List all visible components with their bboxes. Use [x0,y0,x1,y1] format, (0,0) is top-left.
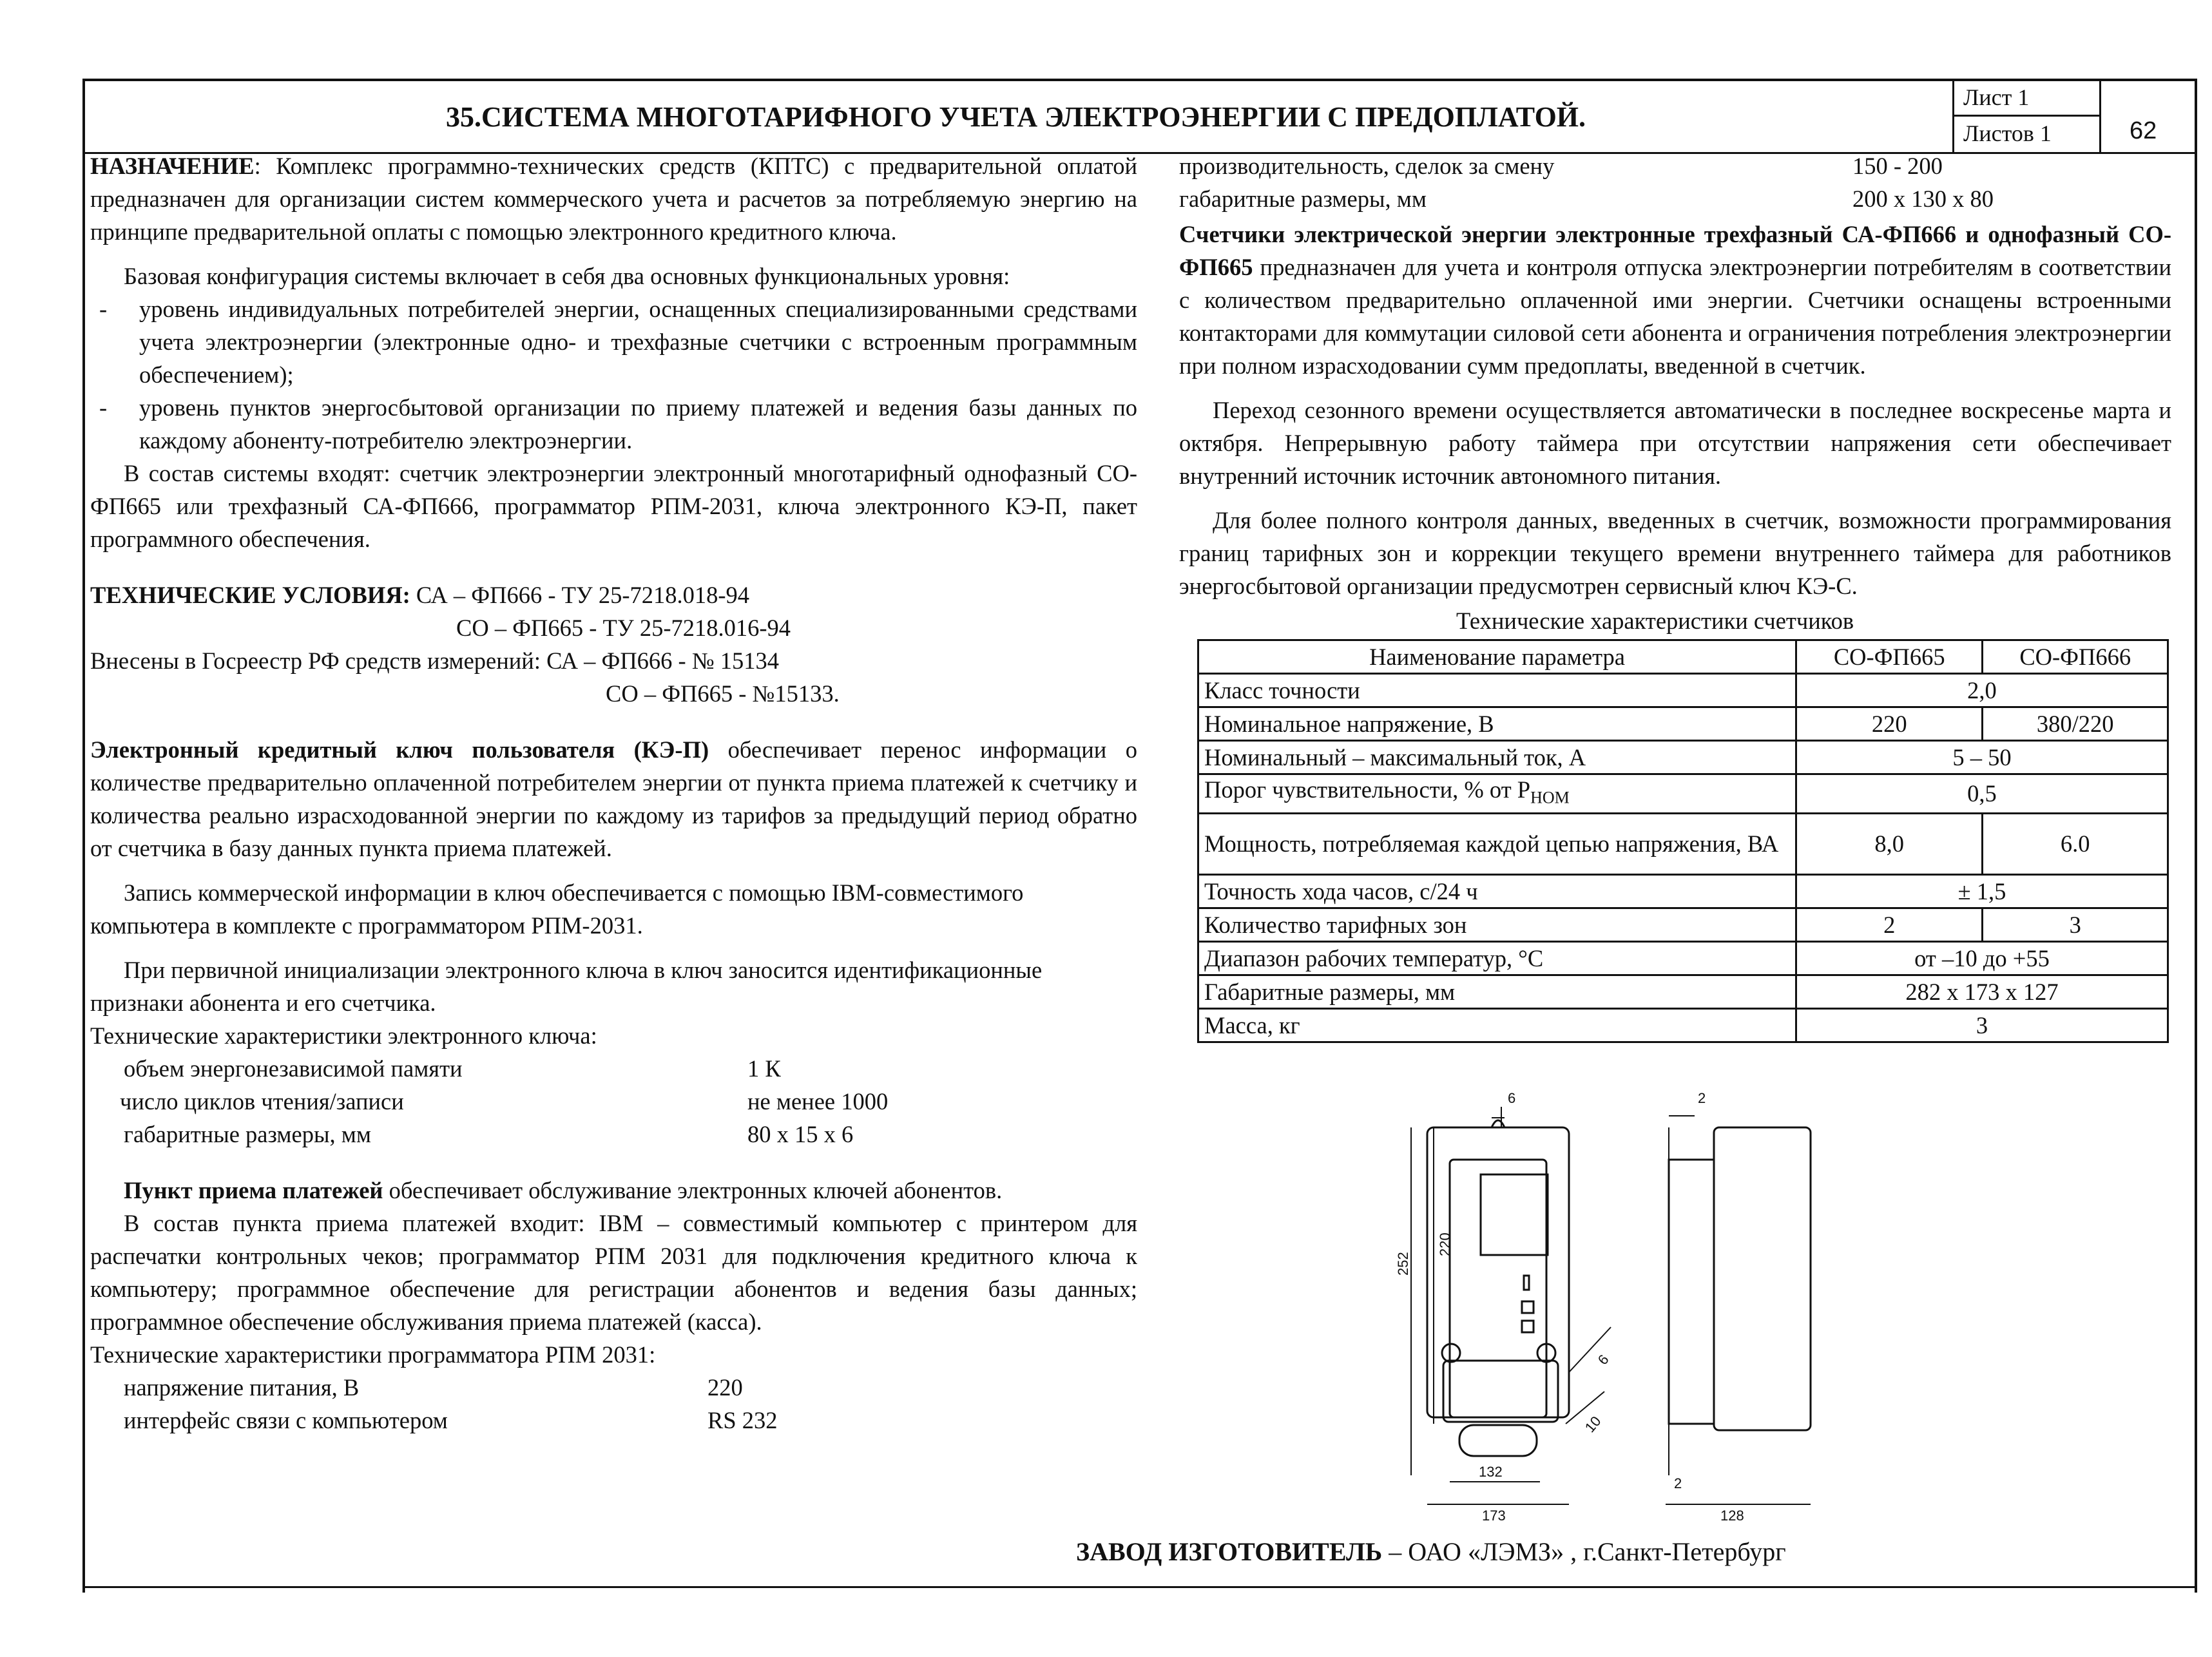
prog-spec-row [90,1404,1137,1437]
pay-text: обеспечивает обслуживание электронных ключей абонентов. [383,1177,1003,1203]
mount-hole [1442,1344,1460,1362]
level-item [90,292,1137,391]
meter-paragraph [1179,218,2171,382]
table-row [1198,942,2168,975]
param-value: 2,0 [1796,674,2168,707]
param-value: 282 х 173 х 127 [1796,975,2168,1009]
prog-specs-title: Технические характеристики программатора РПМ 2031: [90,1341,656,1368]
param-name: Количество тарифных зон [1198,908,1796,942]
sheet-box [1952,81,2200,152]
page-number: 62 [2130,117,2157,144]
purpose-text: : Комплекс программно-технических средств (КПТС) с предварительной оплатой предназначен для организации систем коммерческого учета и расчетов за потребляемую энергию на принципе предварительной оплаты с помощью электронного кредитного ключа. [90,153,1137,245]
key-spec-row [90,1118,1137,1151]
terminal-block [1459,1425,1537,1456]
key-spec-row [90,1085,1137,1118]
meter-spec-table [1197,639,2169,1043]
dash-mark: - [99,296,108,322]
param-value: 2 [1796,908,1982,942]
param-value: ± 1,5 [1796,875,2168,908]
key-spec-row [90,1052,1137,1085]
table-row [1198,741,2168,774]
key-label: Электронный кредитный ключ пользователя (КЭ-П) [90,736,709,763]
reg-line1: Внесены в Госреестр РФ средств измерений: СА – ФП666 - № 15134 [90,647,780,674]
table-row [1198,975,2168,1009]
spec-name: габаритные размеры, мм [1179,186,1427,212]
button-square [1522,1301,1534,1313]
side-case [1714,1127,1811,1430]
meter-text: предназначен для учета и контроля отпуска электроэнергии потребителям в соответствии с количеством предварительно оплаченной ими энергии. Счетчики оснащены встроенными контакторами для коммутации силовой сети абонента и ограничения потребления электроэнергии при полном израсходовании сумм предоплаты, введенной в счетчик. [1179,254,2171,379]
level1-text: уровень индивидуальных потребителей энергии, оснащенных специализированными средствами учета электроэнергии (электронные одно- и трехфазные счетчики с встроенным программным обеспечением); [139,296,1137,388]
param-name-cell [1198,774,1796,814]
table-row [1198,908,2168,942]
key-specs-title: Технические характеристики электронного ключа: [90,1022,597,1049]
spec-name: габаритные размеры, мм [124,1121,371,1147]
base-config: Базовая конфигурация системы включает в себя два основных функциональных уровня: [124,263,1010,289]
param-value: 3 [1796,1009,2168,1042]
season-paragraph: Переход сезонного времени осуществляется автоматически в последнее воскресенье марта и октября. Непрерывную работу таймера при отсутствии напряжения сети обеспечивает внутренний источник источник автономного питания. [1179,397,2171,489]
pay-paragraph [90,1174,1137,1207]
button-square [1522,1321,1534,1332]
purpose-paragraph [90,149,1137,248]
param-value: от –10 до +55 [1796,942,2168,975]
param-value: 220 [1796,707,1982,741]
dim-label: 252 [1395,1252,1411,1276]
sheets-label: Листов 1 [1952,117,2099,152]
spec-value: 80 х 15 х 6 [747,1121,854,1147]
purpose-label: НАЗНАЧЕНИЕ [90,153,255,179]
param-name: Мощность, потребляемая каждой цепью напряжения, ВА [1198,814,1796,875]
spec-name: объем энергонезависимой памяти [124,1055,463,1082]
composition: В состав системы входят: счетчик электроэнергии электронный многотарифный однофазный СО-ФП665 или трехфазный СА-ФП666, программатор РПМ-2031, ключа электронного КЭ-П, пакет программного обеспечения. [90,460,1137,552]
param-name: Диапазон рабочих температур, °С [1198,942,1796,975]
tu-line1: СА – ФП666 - ТУ 25-7218.018-94 [416,582,750,608]
spec-name: интерфейс связи с компьютером [124,1407,448,1433]
header-cell: СО-ФП665 [1796,640,1982,674]
table-row [1198,674,2168,707]
param-name: Масса, кг [1198,1009,1796,1042]
header [85,81,2195,154]
param-value: 0,5 [1796,774,2168,814]
reg-line2: СО – ФП665 - №15133. [606,680,840,707]
left-column [90,149,1137,1437]
meter-display [1481,1174,1548,1255]
dim-label: 128 [1720,1508,1744,1524]
spec-value: 220 [707,1374,743,1401]
header-cell: СО-ФП666 [1983,640,2168,674]
level2-text: уровень пунктов энергосбытовой организации по приему платежей и ведения базы данных по каждому абоненту-потребителю электроэнергии. [139,394,1137,454]
page-title: 35.СИСТЕМА МНОГОТАРИФНОГО УЧЕТА ЭЛЕКТРОЭНЕРГИИ С ПРЕДОПЛАТОЙ. [446,101,1586,133]
table-row [1198,875,2168,908]
spec-value: RS 232 [707,1407,778,1433]
param-value: 8,0 [1796,814,1982,875]
record-paragraph: Запись коммерческой информации в ключ обеспечивается с помощью IBM-совместимого компьютера в комплекте с программатором РПМ-2031. [90,879,1024,939]
meter-front-panel [1450,1160,1546,1417]
param-name: Точность хода часов, с/24 ч [1198,875,1796,908]
pay-label: Пункт приема платежей [124,1177,383,1203]
header-cell: Наименование параметра [1198,640,1796,674]
param-name: Порог чувствительности, % от P [1204,776,1531,803]
param-value: 6.0 [1983,814,2168,875]
dim-label: 173 [1482,1508,1506,1524]
prog-spec-row [90,1371,1137,1404]
right-column [1179,149,2171,602]
param-value: 380/220 [1983,707,2168,741]
bottom-rule [82,1586,2197,1588]
spec-name: напряжение питания, В [124,1374,360,1401]
dim-label: 2 [1698,1090,1706,1106]
dim-label: 6 [1594,1351,1612,1368]
tu-label: ТЕХНИЧЕСКИЕ УСЛОВИЯ: [90,582,410,608]
table-row [1198,1009,2168,1042]
init-paragraph: При первичной инициализации электронного ключа в ключ заносится идентификационные признаки абонента и его счетчика. [90,957,1043,1016]
param-name: Номинальное напряжение, В [1198,707,1796,741]
footer-label: ЗАВОД ИЗГОТОВИТЕЛЬ [1076,1537,1383,1566]
top-spec-row [1179,182,2171,215]
page-number-cell [2099,81,2200,152]
param-value: 3 [1983,908,2168,942]
pay-composition: В состав пункта приема платежей входит: IBM – совместимый компьютер с принтером для распечатки контрольных чеков; программатор РПМ 2031 для подключения кредитного ключа к компьютеру; программное обеспечение для регистрации абонентов и ведения базы данных; программное обеспечение обслуживания приема платежей (касса). [90,1210,1137,1335]
indicator-led [1524,1276,1529,1290]
key-text: обеспечивает перенос информации о количестве предварительно оплаченной потребителем энергии от пункта приема платежей к счетчику и количества реально израсходованной энергии по каждому из тарифов за предыдущий период обратно от счетчика в базу данных пункта приема платежей. [90,736,1137,861]
spec-value: 200 х 130 х 80 [1852,186,1994,212]
dash-mark: - [99,394,108,421]
table-row [1198,814,2168,875]
table-header-row [1198,640,2168,674]
spec-value: не менее 1000 [747,1088,889,1115]
footer-text: – ОАО «ЛЭМЗ» , г.Санкт-Петербург [1382,1537,1786,1566]
meter-label: Счетчики электрической энергии электронные трехфазный СА-ФП666 и однофазный СО-ФП665 [1179,221,2171,280]
top-spec-row [1179,149,2171,182]
mount-hook [1492,1120,1505,1127]
param-name: Класс точности [1198,674,1796,707]
spec-name: производительность, сделок за смену [1179,153,1555,179]
spec-value: 150 - 200 [1852,153,1943,179]
control-paragraph: Для более полного контроля данных, введенных в счетчик, возможности программирования границ тарифных зон и коррекции текущего времени внутреннего таймера для работников энергосбытовой организации предусмотрен сервисный ключ КЭ-С. [1179,507,2171,599]
spec-value: 1 К [747,1055,781,1082]
table-row [1198,707,2168,741]
tu-line-1 [90,579,1137,611]
terminal-cover [1443,1361,1558,1422]
dim-label: 6 [1508,1090,1516,1106]
spec-name: число циклов чтения/записи [120,1088,404,1115]
dim-label: 220 [1437,1232,1453,1256]
param-value: 5 – 50 [1796,741,2168,774]
dim-label: 10 [1581,1413,1604,1436]
key-paragraph [90,733,1137,865]
dim-label: 2 [1674,1475,1682,1491]
table-caption: Технические характеристики счетчиков [1456,608,1854,634]
manufacturer-footer [1076,1537,1786,1567]
tu-line2: СО – ФП665 - ТУ 25-7218.016-94 [456,615,791,641]
param-name: Номинальный – максимальный ток, А [1198,741,1796,774]
param-name: Габаритные размеры, мм [1198,975,1796,1009]
table-row [1198,774,2168,814]
dim-label: 132 [1479,1464,1503,1480]
level-item [90,391,1137,457]
side-body [1669,1160,1714,1424]
sheet-label: Лист 1 [1952,81,2099,117]
param-subscript: НОМ [1530,788,1570,807]
meter-drawing [1372,1063,1836,1527]
meter-body [1427,1127,1569,1417]
